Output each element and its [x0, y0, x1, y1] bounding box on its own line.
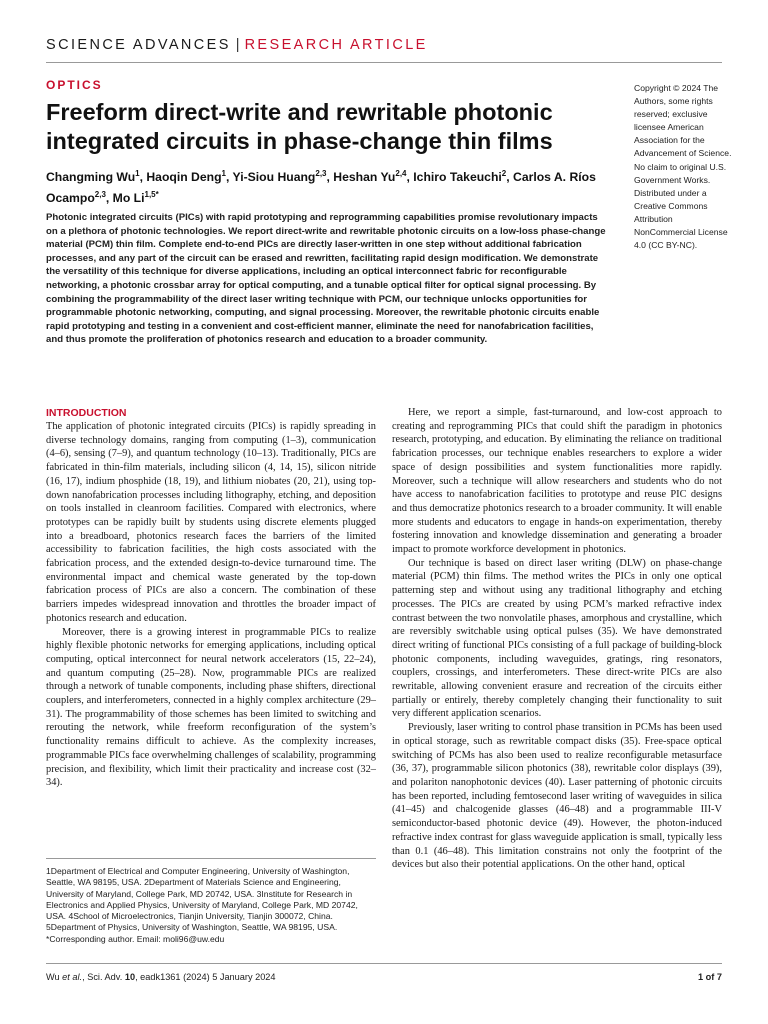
footer-rule: [46, 963, 722, 964]
citation-author: Wu: [46, 972, 63, 982]
footnotes: [46, 866, 376, 945]
abstract: Photonic integrated circuits (PICs) with rapid prototyping and reprogramming capabilities promise revolutionary impacts on a plethora of photonic technologies. We report direct-write and rewritable photonic circuits on a low-loss phase-change material (PCM) thin film. Complete end-to-end PICs are directly laser-written in one step without additional fabrication processes, and any part of the circuit can be erased and rewritten, facilitating rapid design modification. We demonstrate the versatility of this technique for diverse applications, including an optical interconnect fabric for reconfigurable networking, a photonic crossbar array for optical computing, and a tunable optical filter for optical signal processing. By combining the programmability of the direct laser writing technique with PCM, our technique unlocks opportunities for programmable photonic networking, computing, and signal processing. Moreover, the rewritable photonic circuits enable rapid prototyping and testing in a convenient and cost-efficient manner, eliminate the need for nanofabrication facilities, and thus promote the proliferation of photonics research and education to a broader community.: [46, 212, 606, 346]
page-number: 1 of 7: [698, 972, 722, 982]
author-name: Heshan Yu: [333, 170, 396, 185]
author-name: Haoqin Deng: [146, 170, 222, 185]
copyright-notice: Copyright © 2024 The Authors, some rights reserved; exclusive licensee American Association for the Advancement of Science. No claim to original U.S. Government Works. Distributed under a Creative Commons Attribution NonCommercial License 4.0 (CC BY-NC).: [634, 83, 732, 251]
journal-name: SCIENCE ADVANCES: [46, 37, 231, 53]
section-label: OPTICS: [46, 78, 103, 92]
citation-details: , eadk1361 (2024) 5 January 2024: [135, 972, 276, 982]
author-affiliation: 2,3: [94, 190, 106, 200]
header-rule: [46, 62, 722, 63]
citation: [46, 972, 276, 982]
column-left: [46, 406, 376, 790]
author-affiliation: 1: [221, 169, 226, 178]
author-affiliation: 1,5*: [144, 190, 159, 200]
citation-etal: et al.: [62, 972, 83, 982]
paragraph: Our technique is based on direct laser writing (DLW) on phase-change material (PCM) thin films. The method writes the PICs in only one optical patterning step and without using any traditional lithography and etching processes. The PICs are created by using PCM’s marked refractive index contrast between the two nonvolatile phases, amorphous and crystalline, which are reversibly switchable using optical pulses (35). We have demonstrated direct writing of functional PICs consisting of a full package of building-block photonic components, including waveguides, gratings, ring resonators, couplers, crossings, and interferometers. These direct-write PICs are also rewritable, allowing convenient erasure and recreation of the circuits either partially or entirely, thereby completely changing their functionality to suit very different application scenarios.: [392, 557, 722, 720]
introduction-heading: INTRODUCTION: [46, 407, 127, 419]
author-affiliation: 2,4: [395, 169, 407, 178]
author-list: Changming Wu$^1$, Haoqin Deng$^1$, Yi-Siou Huang$^{2,3}$, Heshan Yu$^{2,4}$, Ichiro Takeuchi$^2$, Carlos A. Ríos Ocampo$^{2,3}$, Mo $Li^{1,5*}$: [46, 169, 596, 206]
citation-journal: , Sci. Adv.: [82, 972, 125, 982]
author-affiliation: 2,3: [315, 169, 327, 178]
header-separator: |: [235, 37, 240, 53]
column-right: [392, 406, 722, 872]
author-name: Changming Wu: [46, 170, 136, 185]
author-name: Carlos A. Ríos Ocampo: [46, 170, 596, 206]
article-type: RESEARCH ARTICLE: [244, 37, 428, 53]
author-name: Ichiro Takeuchi: [413, 170, 502, 185]
author-name: Yi-Siou Huang: [232, 170, 316, 185]
author-name: Mo Li: [112, 191, 145, 206]
citation-volume: 10: [124, 972, 136, 982]
author-affiliation: 1: [135, 169, 140, 178]
paragraph: Moreover, there is a growing interest in programmable PICs to realize highly flexible photonic networks for emerging applications, including optical computing, optical interconnect for neural network accelerators (15, 22–24), and quantum computing (25–28). Now, programmable PICs are realized through a network of tunable components, including phase shifters, directional couplers, and interferometers, connected in a highly complex architecture (29–31). The programmability of those schemes has been limited to switching and rerouting the network, while freeform reconfiguration of the system’s functionality remains difficult to achieve. As the complexity increases, programmable PICs face overwhelming challenges of scalability, programming precision, and flexibility, which limit their practicality and increase cost (32–34).: [46, 626, 376, 789]
affiliations: 1Department of Electrical and Computer Engineering, University of Washington, Seattle, WA 98195, USA. 2Department of Materials Science and Engineering, University of Maryland, College Park, MD 20742, USA. 3Institute for Research in Electronics and Applied Physics, University of Maryland, College Park, MD 20742, USA. 4School of Microelectronics, Tianjin University, Tianjin 300072, China. 5Department of Physics, University of Washington, Seattle, WA 98195, USA.: [46, 866, 358, 933]
journal-header: [46, 37, 428, 53]
author-affiliation: 2: [501, 169, 507, 178]
paragraph: The application of photonic integrated circuits (PICs) is rapidly spreading in diverse technology domains, ranging from computing (1–3), communication (4–6), sensing (7–9), and quantum technology (10–13). Traditionally, PICs are fabricated in thin-film materials, including silicon (4, 14, 15), silicon nitride (16, 17), indium phosphide (18, 19), and lithium niobates (20, 21), using top-down nanofabrication processes including lithography, etching, and deposition on tools installed in cleanroom facilities. Compared with electronics, where prototypes can be rapidly built by students using discrete elements plugged into a breadboard, photonics research faces the barriers of the limited accessibility to fabrication facilities, the high costs associated with the fabrication process, and the extended design-to-device turnaround time. The environmental impact and chemical waste generated by the top-down fabrication process of PICs are also a concern. The combination of these barriers impedes widespread innovation and throttles the broader impact of photonics research and education.: [46, 421, 376, 624]
paragraph: Previously, laser writing to control phase transition in PCMs has been used in optical storage, such as rewritable compact disks (35). Free-space optical switching of PCMs has also been used to realize reconfigurable metasurface (36, 37), programmable silicon photonics (38), rewritable color displays (39), and polariton nanophotonic devices (40). Laser patterning of photonic circuits has been reported, including femtosecond laser writing of waveguides in silica (41–45) and chalcogenide glasses (46–48) and a programmable III-V semiconductor-based photonic device (49). However, the photon-induced refractive index contrast for glass waveguide application is small, typically less than 0.1 (46–48). This limitation constrains not only the footprint of the devices but also their potential applications. On the other hand, optical: [392, 722, 722, 871]
corresponding-author: *Corresponding author. Email: moli96@uw.edu: [46, 933, 225, 944]
paragraph: Here, we report a simple, fast-turnaround, and low-cost approach to creating and reprogramming PICs that could shift the paradigm in photonics research, prototyping, and education. By eliminating the reliance on traditional fabrication processes, our technique enables researchers to explore a wider space of design possibilities and system functionalities more rapidly. Moreover, such a technique will allow researchers and students who do not have access to nanofabrication facilities to prototype and reuse PIC designs and thus democratize photonics research to a broader community. It will enable more students and educators to engage in hands-on experimentation, thereby fostering innovation and knowledge dissemination and generating a broader impact to promote workforce development in photonics.: [392, 407, 722, 556]
footnote-rule: [46, 858, 376, 859]
article-title: Freeform direct-write and rewritable photonic integrated circuits in phase-change thin films: [46, 99, 553, 154]
